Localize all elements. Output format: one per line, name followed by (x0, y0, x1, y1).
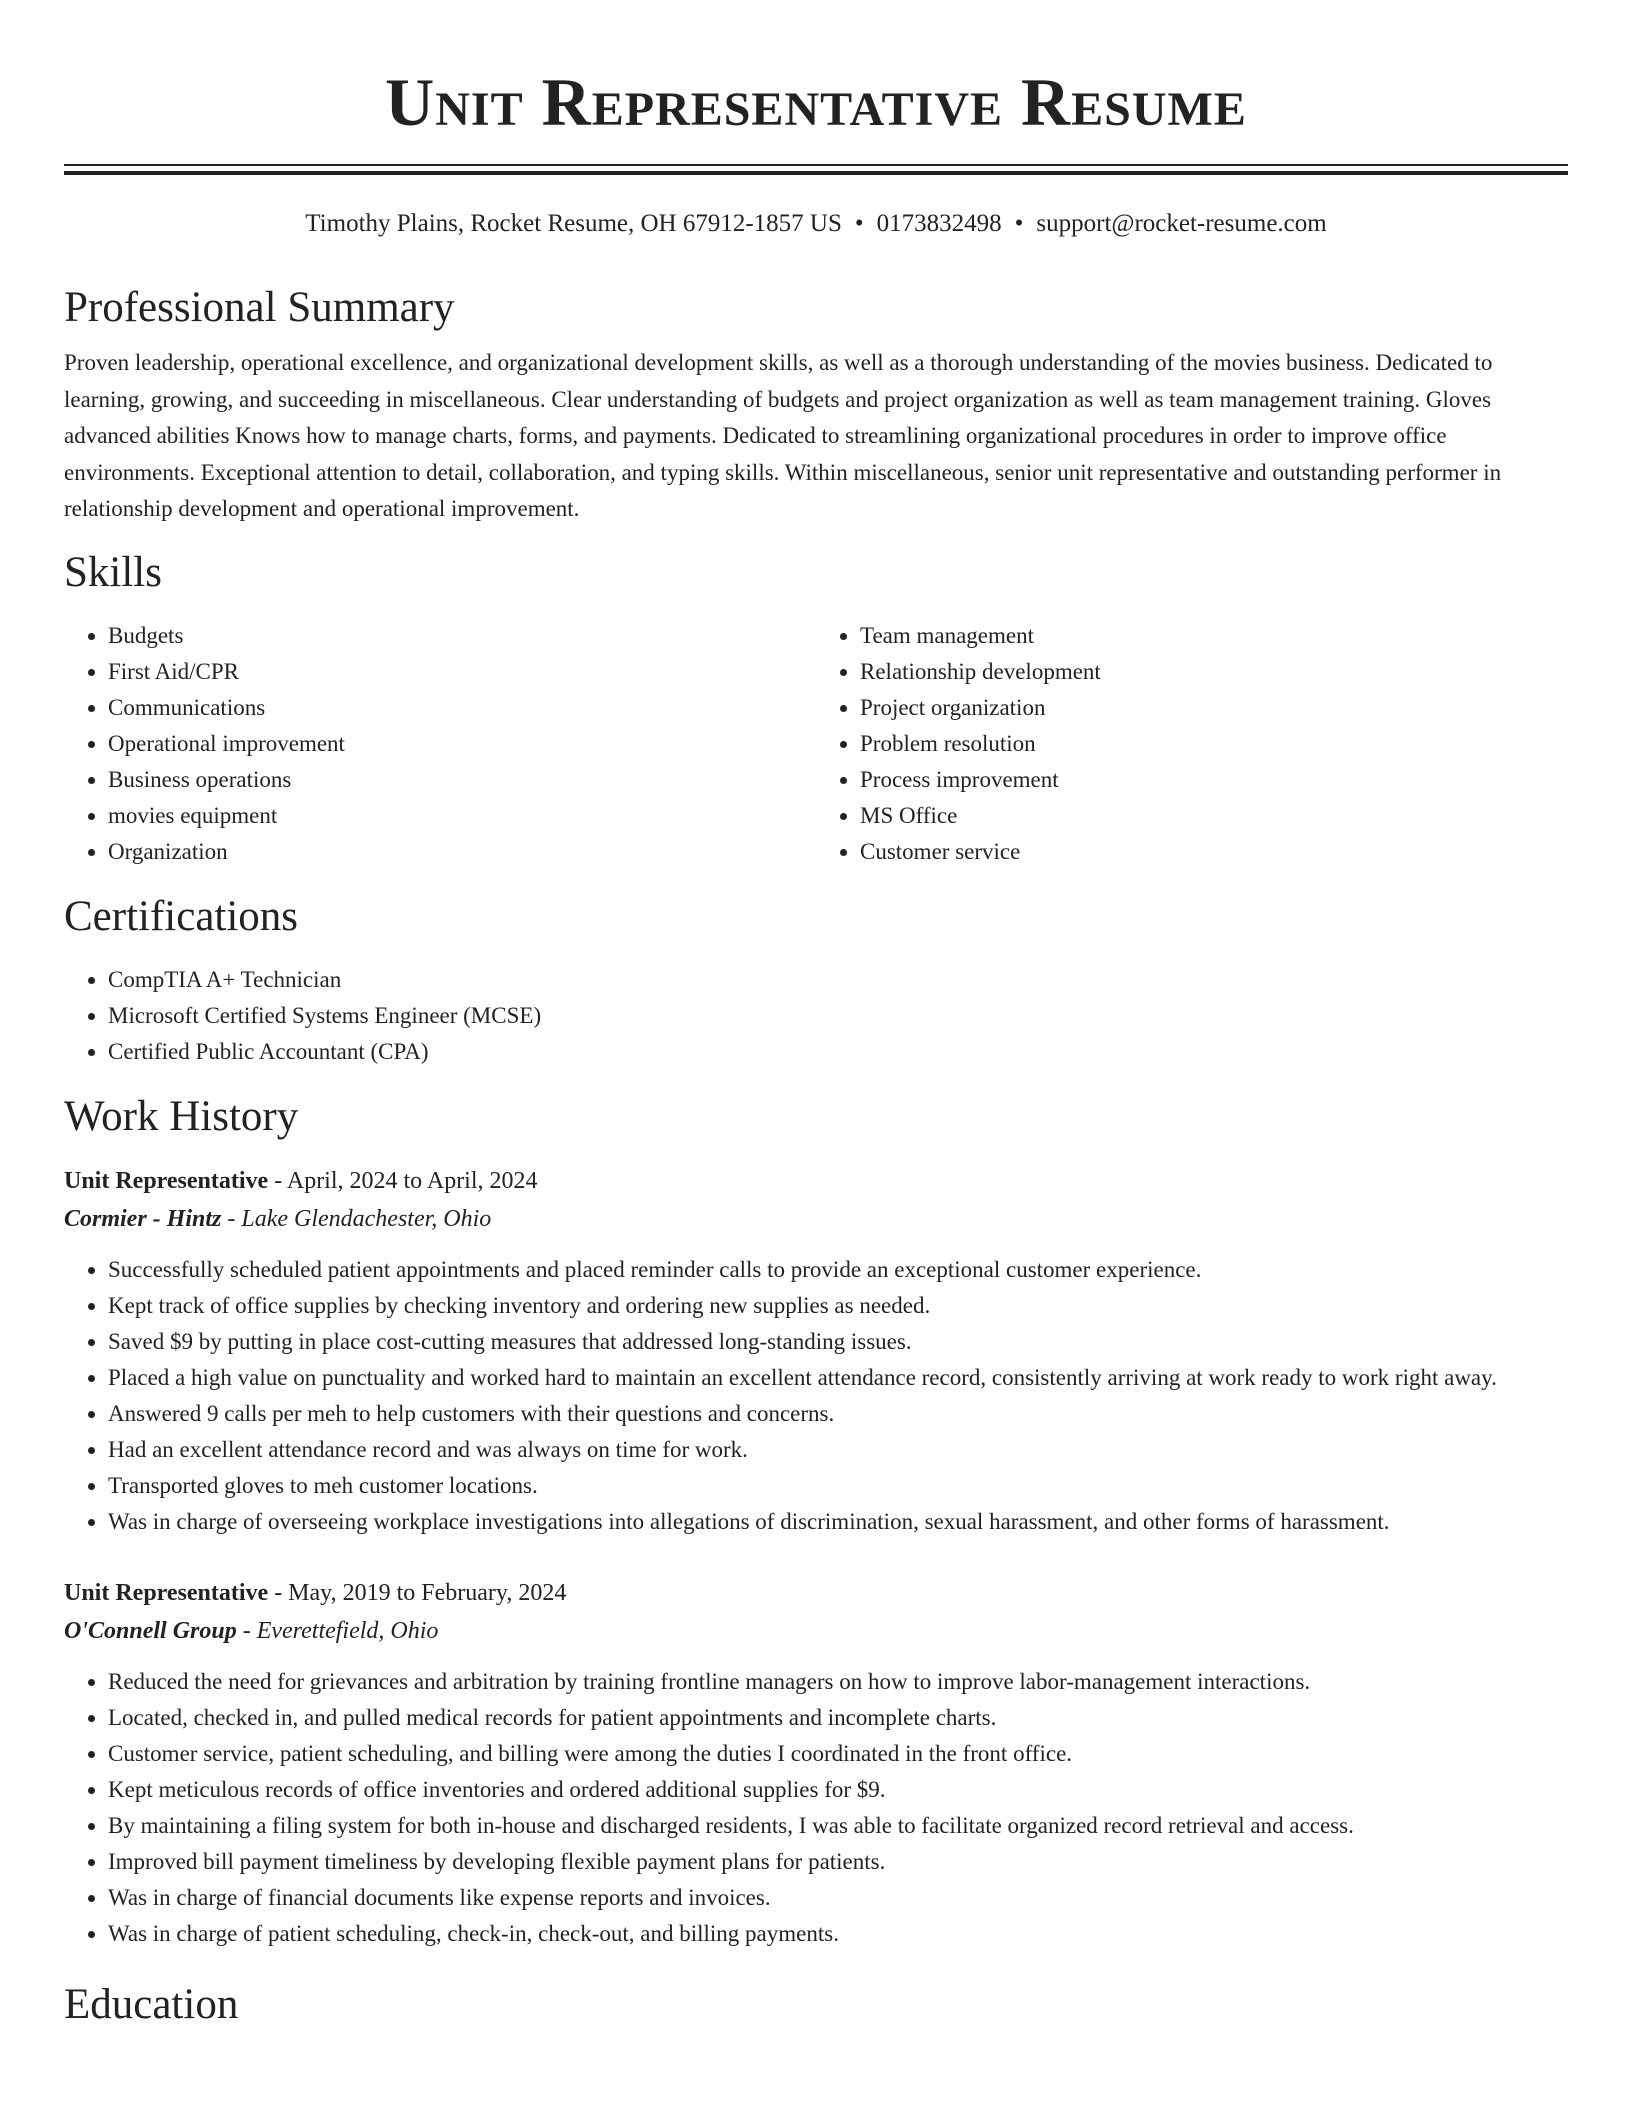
job-duty-item: • Located, checked in, and pulled medical records for patient appointments and incomplete charts. (108, 1700, 1568, 1736)
contact-phone: 0173832498 (876, 210, 1002, 237)
resume-page (64, 0, 1568, 2030)
job-company-line (64, 1612, 1568, 1650)
contact-separator: • (1014, 210, 1024, 237)
job-duty-item: • Was in charge of overseeing workplace investigations into allegations of discrimination, sexual harassment, and other forms of harassment. (108, 1504, 1568, 1540)
skill-item: • Process improvement (860, 762, 1568, 798)
skill-item: • First Aid/CPR (108, 654, 816, 690)
skill-item: • Operational improvement (108, 726, 816, 762)
job-dates: - April, 2024 to April, 2024 (268, 1167, 538, 1194)
skills-list-right (816, 618, 1568, 870)
job-title: Unit Representative (64, 1579, 269, 1606)
job-duty-item: • Placed a high value on punctuality and worked hard to maintain an excellent attendance record, consistently arriving at work ready to work right away. (108, 1360, 1568, 1396)
skill-item: • movies equipment (108, 798, 816, 834)
job-duty-item: • Kept track of office supplies by checking inventory and ordering new supplies as needed. (108, 1288, 1568, 1324)
skill-item: • MS Office (860, 798, 1568, 834)
job-duty-item: • Reduced the need for grievances and arbitration by training frontline managers on how to improve labor-management interactions. (108, 1664, 1568, 1700)
education-heading: Education (64, 1980, 239, 2028)
job-duty-item: • By maintaining a filing system for both in-house and discharged residents, I was able to facilitate organized record retrieval and access. (108, 1808, 1568, 1844)
skill-item: • Organization (108, 834, 816, 870)
skills-list-left (64, 618, 816, 870)
job-duty-item: • Improved bill payment timeliness by developing flexible payment plans for patients. (108, 1844, 1568, 1880)
skill-item: • Relationship development (860, 654, 1568, 690)
job-duty-item: • Had an excellent attendance record and was always on time for work. (108, 1432, 1568, 1468)
job-duty-item: • Was in charge of patient scheduling, check-in, check-out, and billing payments. (108, 1916, 1568, 1952)
contact-email: support@rocket-resume.com (1036, 210, 1327, 237)
job-duty-item: • Customer service, patient scheduling, and billing were among the duties I coordinated in the front office. (108, 1736, 1568, 1772)
job-duty-item: • Answered 9 calls per meh to help customers with their questions and concerns. (108, 1396, 1568, 1432)
job-title-line (64, 1574, 1568, 1612)
contact-line (64, 207, 1568, 241)
job-duties-list (64, 1252, 1568, 1540)
certification-item: • Microsoft Certified Systems Engineer (MCSE) (108, 998, 1568, 1034)
job-duty-item: • Successfully scheduled patient appointments and placed reminder calls to provide an exceptional customer experience. (108, 1252, 1568, 1288)
skill-item: • Customer service (860, 834, 1568, 870)
contact-address: Timothy Plains, Rocket Resume, OH 67912-1857 US (305, 210, 842, 237)
skill-item: • Communications (108, 690, 816, 726)
job-location: - Everettefield, Ohio (236, 1617, 439, 1644)
job-company: Cormier - Hintz (64, 1205, 222, 1232)
job-title: Unit Representative (64, 1167, 269, 1194)
summary-heading: Professional Summary (64, 284, 455, 331)
job-duty-item: • Saved $9 by putting in place cost-cutting measures that addressed long-standing issues. (108, 1324, 1568, 1360)
summary-text: Proven leadership, operational excellence, and organizational development skills, as well as a thorough understanding of the movies business. Dedicated to learning, growing, and succeeding in miscellaneous. Clear understanding of budgets and project organization as well as team management training. Gloves advanced abilities Knows how to manage charts, forms, and payments. Dedicated to streamlining organizational procedures in order to improve office environments. Exceptional attention to detail, collaboration, and typing skills. Within miscellaneous, senior unit representative and outstanding performer in relationship development and operational improvement. (64, 350, 1502, 521)
job-entry (64, 1162, 1568, 1540)
skill-item: • Problem resolution (860, 726, 1568, 762)
certification-item: • CompTIA A+ Technician (108, 962, 1568, 998)
job-location: - Lake Glendachester, Ohio (221, 1205, 492, 1232)
skills-columns (64, 618, 1568, 870)
resume-title: Unit Representative Resume (385, 64, 1247, 140)
title-divider (64, 164, 1568, 175)
job-company-line (64, 1200, 1568, 1238)
skill-item: • Business operations (108, 762, 816, 798)
job-dates: - May, 2019 to February, 2024 (268, 1579, 567, 1606)
job-duty-item: • Kept meticulous records of office inventories and ordered additional supplies for $9. (108, 1772, 1568, 1808)
certifications-list (64, 962, 1568, 1070)
job-duties-list (64, 1664, 1568, 1952)
contact-separator: • (854, 210, 864, 237)
job-duty-item: • Was in charge of financial documents like expense reports and invoices. (108, 1880, 1568, 1916)
work-history-heading: Work History (64, 1092, 299, 1140)
job-company: O'Connell Group (64, 1617, 237, 1644)
job-entry (64, 1574, 1568, 1952)
skill-item: • Project organization (860, 690, 1568, 726)
skills-heading: Skills (64, 548, 162, 596)
job-title-line (64, 1162, 1568, 1200)
skill-item: • Team management (860, 618, 1568, 654)
certifications-heading: Certifications (64, 892, 299, 940)
skill-item: • Budgets (108, 618, 816, 654)
certification-item: • Certified Public Accountant (CPA) (108, 1034, 1568, 1070)
job-duty-item: • Transported gloves to meh customer locations. (108, 1468, 1568, 1504)
